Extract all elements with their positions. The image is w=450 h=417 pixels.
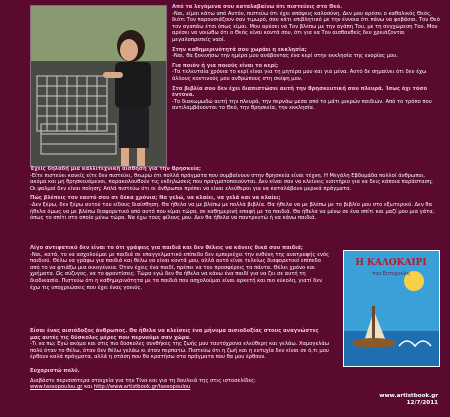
answer-candle: -Τα τελευταία χρόνια το κερί είναι για τη μητέρα μου και για μένα. Αυτό δε σημαίνει ότι δεν έχω άλλους κοντινούς μου ανθρώπους στη σκέψη μου. (172, 69, 427, 82)
answer-believe-god: -Ναι, είμαι κάτω από Αυτόν, πιστεύω ότι έχει απόψεις καλοσύνη. Δεν μου αρέσει ο καθολικός Θεός, διότι Τον παρουσιάζουν σαν τιμωρό, σαν κάτι επιβλητικό με την έννοια ότι πάνω να φοβάσαι. Τον Θεό τον αγαπάω έτσι όπως είμαι. Μου αρέσει να Τον βλέπω με την αγάπη Του, με τη συγχώρεση Του. Μου αρέσει να νοιώθω ότι ο Θεός είναι κοντά σου, ότι για να Τον αισθανθείς δεν χρειάζονται μεγαλοπρεπείς ναοί. (172, 10, 440, 43)
answer-children: -Ναι, κατά, το να ασχολούμαι με παιδιά σε επαγγελματικό επίπεδο δεν εμπεριέχει την ευθύνη της ανατροφής ενός παιδιού. Θέλω να γράφω για παιδιά και θέλω να είναι κοντά μου, αλλά αυτό είναι τελείως διαφορετικό επίπεδο από το να φτιάξω μια οικογένεια. Όταν έχεις ένα παιδί, πρέπει να του προσφέρεις τα πάντα. Θέλει χρόνο και χρήματα. Ως σύζυγος, να το φροντίσεις. Τώρα εγώ δεν θα ήθελα να κάνω ένα παιδί για να ζει σε αυτή τη διαδικασία. Πιστεύω ότι η καθημερινότητα με τα παιδιά που ασχολούμαι είναι αρκετή και πιο εύκολη, γιατί δεν έχω τις υποχρεώσεις που έχει ένας γονιός. (30, 251, 330, 291)
footer-site: www.artistbook.gr (379, 393, 438, 399)
thanks-block (30, 368, 440, 394)
author-photo (30, 5, 167, 167)
closing-block (30, 328, 330, 364)
book-cover-image (343, 250, 440, 367)
book-subtitle: του Ευτυχούλη (372, 271, 410, 277)
book-cover-illustration (344, 251, 439, 366)
link-separator: και (84, 384, 93, 391)
question-ten-years: Πώς βλέπεις τον εαυτό σου σε δέκα χρόνια; Να γελώ, να κλαίει, να γελά και να κλαίει; (30, 195, 281, 202)
answer-church: -Ναι, θα ξεκινήσω την ημέρα μου ανάβοντας ένα κερί στην εκκλησία της ενορίας μου. (172, 53, 398, 60)
footer-date: 12/7/2011 (406, 400, 438, 406)
woman-with-cart-image (31, 6, 166, 166)
lower-interview-block (30, 245, 330, 294)
answer-books-religion: -Το διακωμωδώ αυτή την πλευρά, την περνάω μέσα από το μάτι μικρών παιδιών. Από το τρόπο που αντιλαμβάνονται το Θεό, την θρησκεία, την εκκλησία. (172, 98, 432, 112)
answer-ten-years: -Δεν ξέρω, δεν ξέρω αυτού του είδους διαίσθηση. Θα ήθελα να με βλέπω με πολλά βιβλία. Θα ήθελα να με βλέπω με το βιβλίο μου στο εξωτερικό. Δεν θα ήθελα όμως να με βλέπω διαφορετικό από αυτό που είμαι τώρα, σε καθημερινή επαφή με τα παιδιά. Θα ήθελα να μένω σε ένα σπίτι και μαζί μου μια γάτα, όπως το σπίτι στο οποίο μένω τώρα. Να έχω τους φίλους μου. Δεν θα ήθελα να παντρευτώ ή να κάνω παιδιά. (30, 201, 435, 222)
question-candle: Για ποιόν ή για ποιούς είναι το κερί; (172, 62, 279, 69)
book-title: Η ΚΑΛΟΚΑΙΡΙ (355, 258, 427, 268)
tassopoulou-link[interactable]: www.tassopoulou.gr (30, 384, 83, 391)
question-art: Έχεις δηλαδή μια καλλιτεχνική αίσθηση για την θρησκεία; (30, 166, 201, 172)
question-books-religion: Στα βιβλία σου δεν έχει διαπιστώσει αυτή την θρησκευτική σου πλευρά. Ίσως όχι τόσο έντονα. (172, 85, 428, 99)
answer-optimism: -Τι να πω; Εγώ ακόμα και στις πιο δύσκολες συνθήκες της ζωής μου ταυτόχρονα ελεύθερη και γελάω. Χαμογελάω πολύ όταν το θέλω, όταν δεν θέλω γελάω κι όταν περπατώ. Πιστεύω ότι η ζωή και η ευτυχία δεν είναι σε ό,τι μου έρθουν καλά πράγματα, αλλά η στάση που θα κρατήσω στα πράγματα που θα μου έρθουν. (30, 341, 330, 361)
question-church: Στην καθημερινότητά σου χωράει η εκκλησία; (172, 46, 307, 53)
info-text: Διαβάστε περισσότερα στοιχεία για την Τίνα και για τη δουλειά της στις ιστοσελίδες: (30, 377, 256, 384)
thanks-text: Ευχαριστώ πολύ. (30, 368, 80, 374)
artistbook-link[interactable]: http://www.artistbook.gr/tassopoulou (93, 384, 191, 391)
answer-art: -Είτε πιστεύει κανείς είτε δεν πιστεύει, θεωρώ ότι πολλά πράγματα που συμβαίνουν στην θρησκεία είναι τέχνη. Η Μεγάλη Εβδομάδα πολλοί άνθρωποι, ακόμα και μη θρησκευόμενοι, παρακολουθούν τις εκδηλώσεις που πραγματοποιούνται. Δεν είναι σαν να κλείνεις εισιτήριο για να δεις κάποια παράσταση; Οι ψαλμοί δεν είναι ποίηση; Απλά πιστεύω ότι οι άνθρωποι πρέπει να είναι ελεύθεροι για να καταλάβουν μερικά πράγματα. (30, 172, 433, 192)
middle-interview-block (30, 166, 440, 225)
question-children: Λίγο αντιφατικό δεν είναι το ότι γράφεις για παιδιά και δεν θέλεις να κάνεις δικά σου παιδιά; (30, 245, 303, 251)
question-optimism: Είσαι ένας αισιόδοξος άνθρωπος. Θα ήθελα να κλείσεις ένα μήνυμα αισιοδοξίας στους αναγνώστες μας αυτές τις δύσκολες μέρες που περνούμε σαν χώρα. (30, 328, 319, 341)
upper-interview-block (172, 4, 442, 115)
footer (379, 393, 438, 407)
question-believe-god: Από τα λεγόμενα σου καταλαβαίνω ότι πιστεύεις στο Θεό. (172, 4, 342, 10)
